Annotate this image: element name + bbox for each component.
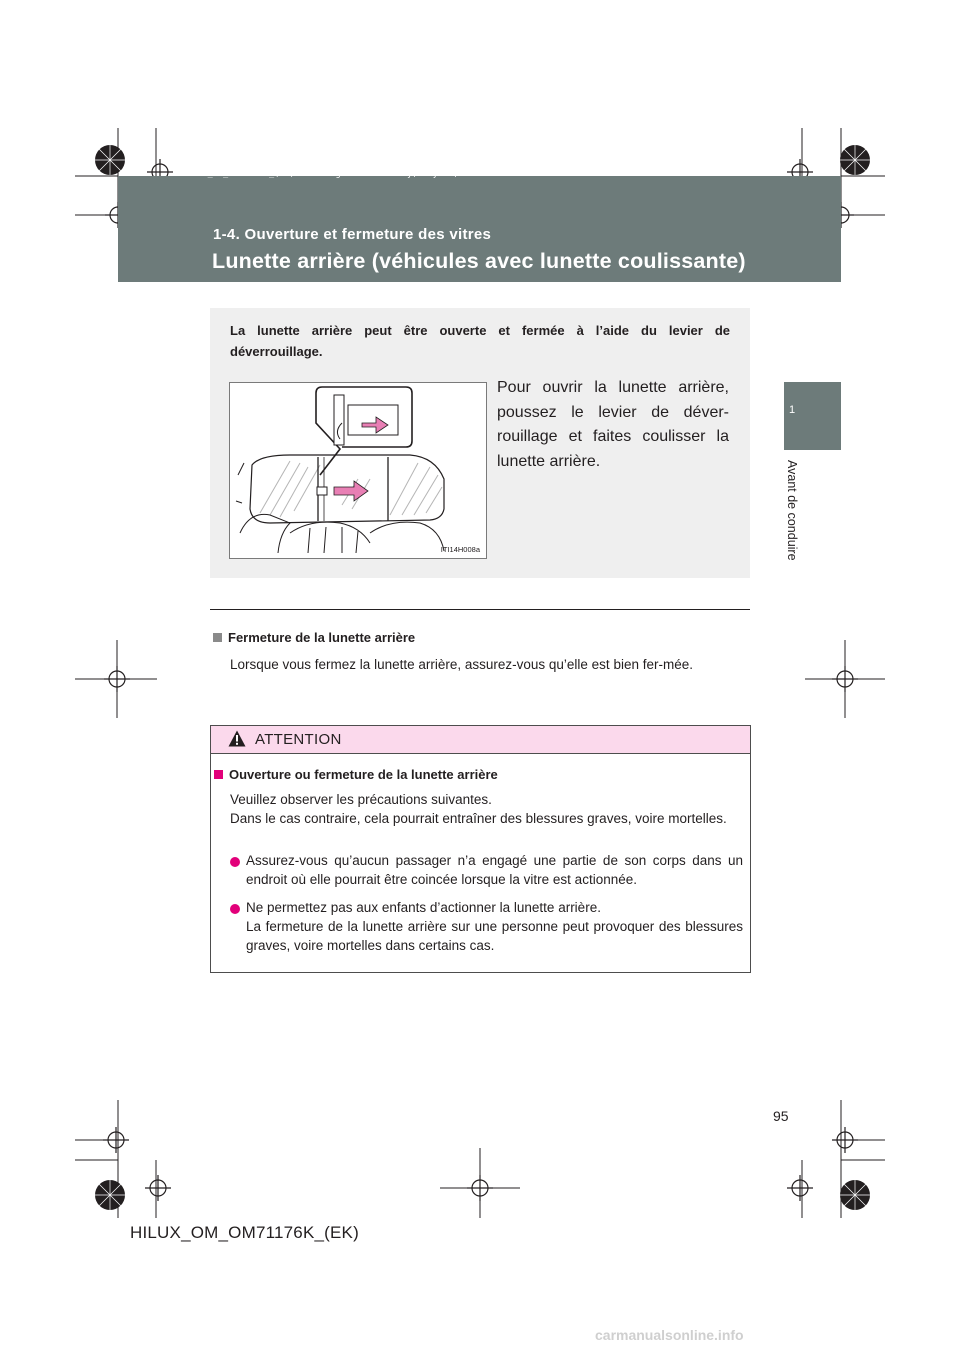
document-code: HILUX_OM_OM71176K_(EK) (130, 1223, 359, 1242)
chapter-title: Avant de conduire (785, 460, 799, 561)
attention-bullet-2-text: Ne permettez pas aux enfants d’actionner la lunette arrière. (246, 900, 601, 915)
intro-text-line-2: déverrouillage. (230, 344, 323, 359)
section-label: 1-4. Ouverture et fermeture des vitres (213, 226, 492, 243)
print-info: HILUX_OM_OM71176K_(EK).book Page 95 Wednesday, May 16, 2012 2:32 PM (182, 169, 525, 179)
note-heading-text: Fermeture de la lunette arrière (228, 630, 416, 645)
intro-text-line-1: La lunette arrière peut être ouverte et fermée à l’aide du levier de (230, 323, 730, 338)
warning-triangle-icon (228, 730, 246, 747)
bullet-dot-icon (230, 857, 240, 867)
figure-code: ITI14H008a (440, 545, 480, 554)
bullet-dot-icon (230, 904, 240, 914)
attention-heading (214, 767, 498, 782)
attention-heading-text: Ouverture ou fermeture de la lunette arrière (229, 767, 498, 782)
page-number: 95 (773, 1108, 789, 1124)
attention-bullet-1: Assurez-vous qu’aucun passager n’a engagé une partie de son corps dans un endroit où elle pourrait être coincée lorsque la vitre est actionnée. (246, 853, 743, 887)
page-title: Lunette arrière (véhicules avec lunette coulissante) (212, 249, 746, 273)
note-heading (213, 630, 415, 645)
watermark: carmanualsonline.info (595, 1327, 744, 1343)
chapter-title-container (780, 460, 804, 580)
attention-intro-text: Veuillez observer les précautions suivantes. (230, 792, 492, 807)
pink-square-bullet-icon (214, 770, 223, 779)
attention-consequence: Dans le cas contraire, cela pourrait entraîner des blessures graves, voire mortelles. (230, 811, 727, 826)
instruction-text: Pour ouvrir la lunette arrière, poussez le levier de déver-rouillage et faites coulisser la lunette arrière. (497, 379, 729, 470)
attention-bullet-2-extra: La fermeture de la lunette arrière sur une personne peut provoquer des blessures graves, voire mortelles dans certains cas. (246, 919, 743, 953)
attention-intro (230, 790, 743, 828)
chapter-tab (784, 382, 841, 450)
attention-bullet-2 (246, 898, 743, 955)
rear-window-drawing (230, 383, 486, 558)
attention-title: ATTENTION (255, 731, 342, 748)
chapter-number: 1 (788, 404, 796, 416)
divider (210, 609, 750, 610)
square-bullet-icon (213, 633, 222, 642)
rear-window-illustration (229, 382, 487, 559)
note-body: Lorsque vous fermez la lunette arrière, assurez-vous qu’elle est bien fer-mée. (230, 657, 693, 672)
